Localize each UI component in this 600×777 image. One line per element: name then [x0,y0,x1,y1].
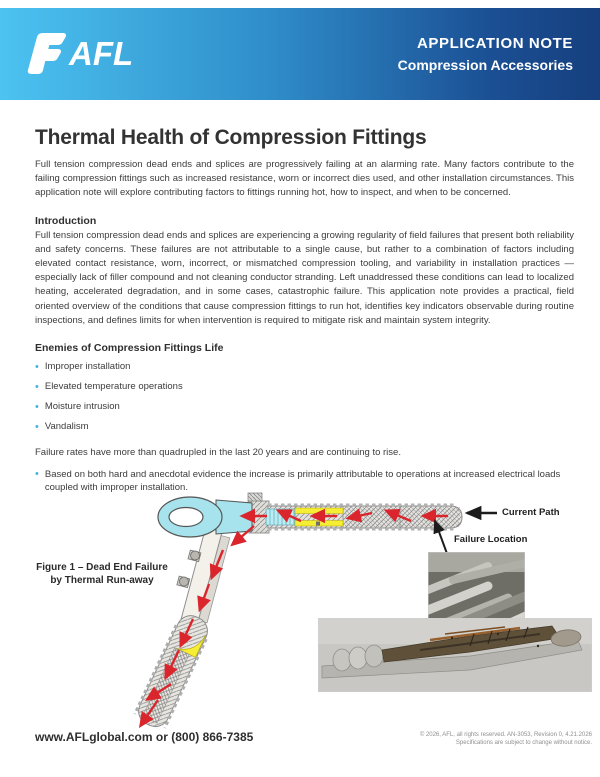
failure-rates-note: Failure rates have more than quadrupled in the last 20 years and are continuing to rise. [35,446,401,458]
dead-end-failure-diagram [0,488,600,763]
jumper-strap [168,524,231,627]
enemies-bullet-list [35,361,574,434]
section-heading-introduction: Introduction [35,214,97,227]
section-heading-enemies: Enemies of Compression Fittings Life [35,342,224,355]
evidence-bullet: • Based on both hard and anecdotal evidence the increase is primarily attributable to operations at increased electrical loads coupled with improper installation. [35,468,574,495]
bullet-item-elevated-temperature: • Elevated temperature operations [35,381,574,394]
afl-logo [27,31,159,77]
application-note-label: APPLICATION NOTE [417,35,573,52]
footer-disclaimer: Specifications are subject to change without notice. [455,739,592,746]
document-body [0,100,600,495]
footer-legal [420,732,592,747]
filler-compound-band [295,508,343,514]
introduction-paragraph: Full tension compression dead ends and splices are experiencing a growing regularity of field failures that present both reliability and safety concerns. These failures are not attributable to a single cause, but rather to a combination of factors including elevated contact resistance, worn, incorrect, or mismatched compression tooling, and variability in installation practices — especially lack of filler compound and not cleaning conductor stranding. Left unaddressed these conditions can lead to localized heating, accelerated degradation, and in some cases, catastrophic failure. This application note provides a practical, field oriented overview of the conditions that cause compression fittings to run hot, identifies key indicators observable during routine inspections, and defines limits for when intervention is required to mitigate risk and maintain system integrity. [35,229,574,326]
failure-location-label: Failure Location [454,534,528,545]
figure-1 [0,488,600,763]
page-title: Thermal Health of Compression Fittings [35,126,427,149]
figure-caption-line2: by Thermal Run-away [50,574,154,586]
afl-logo-text: AFL [69,35,134,72]
lead-paragraph: Full tension compression dead ends and splices are progressively failing at an alarming rate. Many factors contribute to the failing compression fittings such as increased resistance, worn or incorrect dies used, and other installation circumstances. This application note will explore contributing factors to fittings running hot, how to inspect, and when to be concerned. [35,159,574,199]
note-category-label: Compression Accessories [397,57,573,73]
footer-contact-link[interactable]: www.AFLglobal.com or (800) 866-7385 [35,730,254,744]
bullet-item-improper-installation: • Improper installation [35,361,574,374]
header-band [0,8,600,100]
afl-logo-icon [27,31,159,77]
jumper-bolt-icon [177,576,190,588]
header-titles [398,36,573,72]
bullet-item-moisture-intrusion: • Moisture intrusion [35,401,574,414]
jumper-fitting [133,611,213,732]
figure-caption-line1: Figure 1 – Dead End Failure [36,562,168,573]
bullet-item-vandalism: • Vandalism [35,421,574,434]
footer-copyright: © 2026, AFL, all rights reserved. AN-3053, Revision 0, 4.21.2026 [419,732,592,738]
current-path-label: Current Path [502,507,560,518]
figure-caption [27,562,177,587]
dead-end-eye [158,497,252,537]
burnt-fitting-photo [318,618,592,692]
